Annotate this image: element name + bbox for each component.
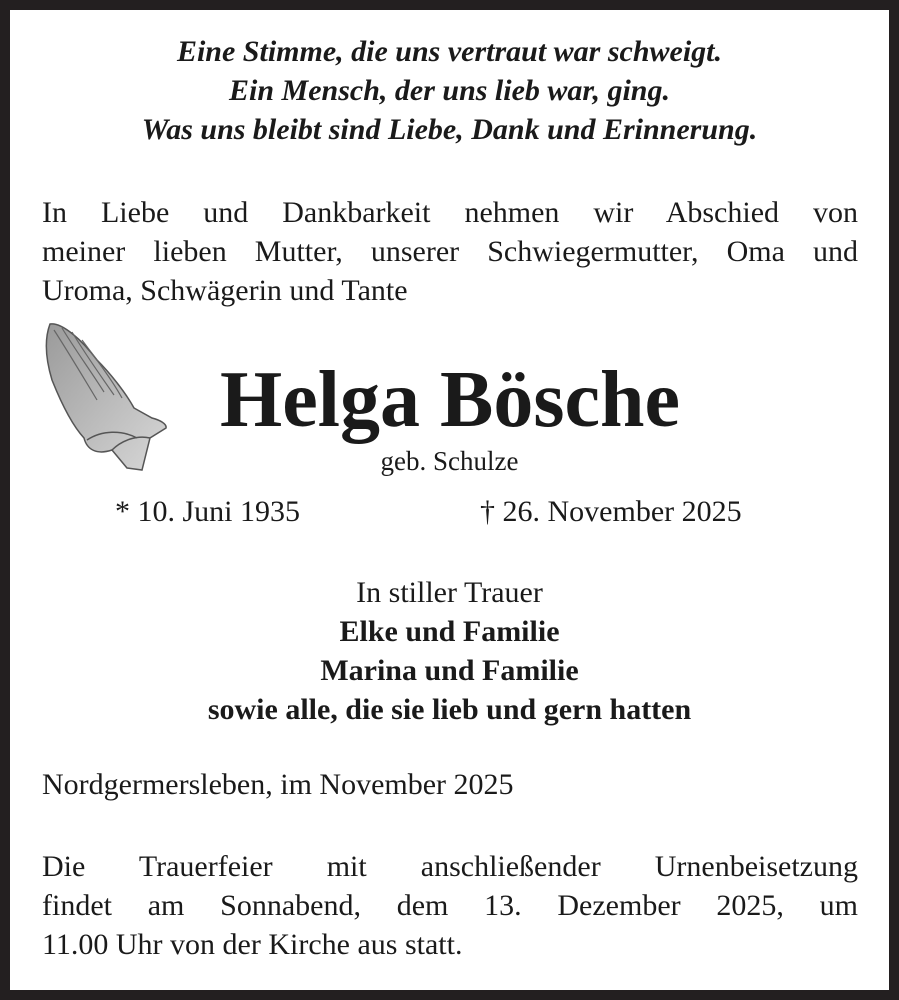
intro-line: Uroma, Schwägerin und Tante — [42, 274, 408, 307]
memorial-verse — [0, 32, 899, 149]
maiden-name: geb. Schulze — [380, 446, 519, 476]
place-date: Nordgermersleben, im November 2025 — [42, 768, 514, 801]
death-date: † 26. November 2025 — [480, 495, 742, 528]
ceremony-line: findet am Sonnabend, dem 13. Dezember 2025, um — [42, 889, 858, 922]
mourner-name: Marina und Familie — [320, 654, 579, 687]
mourner-name: Elke und Familie — [339, 615, 560, 648]
mourners-intro: In stiller Trauer — [356, 576, 543, 609]
verse-line: Ein Mensch, der uns lieb war, ging. — [229, 74, 670, 107]
verse-line: Eine Stimme, die uns vertraut war schweigt. — [176, 35, 723, 68]
intro-line: meiner lieben Mutter, unserer Schwiegermutter, Oma und — [42, 235, 858, 268]
ceremony-paragraph — [42, 847, 858, 964]
verse-line: Was uns bleibt sind Liebe, Dank und Erinnerung. — [141, 113, 758, 146]
intro-line: In Liebe und Dankbarkeit nehmen wir Abschied von — [42, 196, 858, 229]
deceased-name: Helga Bösche — [220, 356, 680, 444]
birth-date: * 10. Juni 1935 — [115, 495, 301, 528]
mourner-name: sowie alle, die sie lieb und gern hatten — [207, 693, 692, 726]
ceremony-line: 11.00 Uhr von der Kirche aus statt. — [42, 928, 463, 961]
intro-paragraph — [42, 193, 858, 310]
ceremony-line: Die Trauerfeier mit anschließender Urnenbeisetzung — [42, 850, 858, 883]
mourners — [0, 573, 899, 729]
